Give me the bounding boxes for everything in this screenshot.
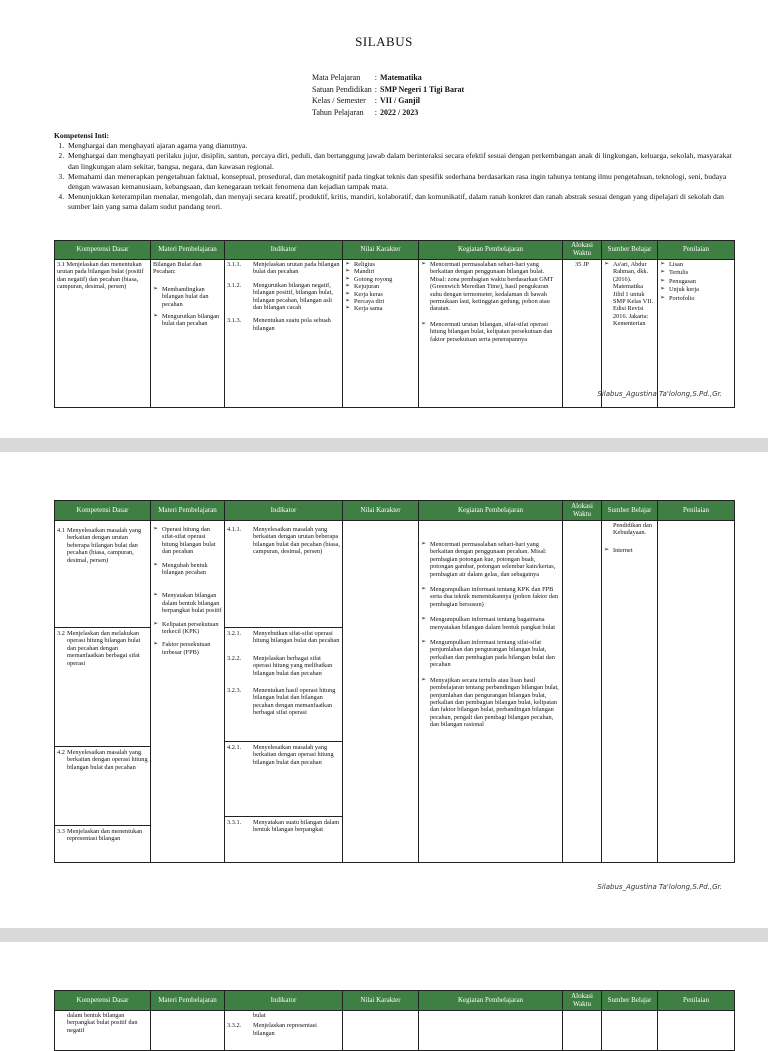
meta-value: VII / Ganjil [380, 96, 421, 105]
cell-indikator [225, 521, 343, 863]
list-item: ➢ Mengumpulkan informasi tentang KPK dan FPB serta dua teknik menentukannya (pohon faktor dan pembagian bersusun) [421, 586, 558, 608]
list-item: ➢ Faktor persekutuan terbesar (FPB) [153, 641, 211, 656]
header-penilaian: Penilaian [658, 991, 735, 1011]
cell-materi [151, 1011, 225, 1051]
meta-row: Mata Pelajaran : Matematika [312, 72, 467, 84]
header-materi: Materi Pembelajaran [151, 241, 225, 260]
indikator-item: 3.3.2. Menjelaskan representasi bilangan [227, 1022, 317, 1037]
header-nilai: Nilai Karakter [343, 241, 419, 260]
indikator-item: 4.1.1. Menyelesaikan masalah yang berkaitan dengan urutan beberapa bilangan bulat dan pecahan (biasa, campuran, desimal, persen) [225, 521, 342, 628]
list-item: ➢ Penugasan [660, 277, 696, 285]
list-item: ➢ Menyatakan bilangan dalam bentuk bilangan berpangkat bulat positif [153, 592, 222, 615]
meta-row: Kelas / Semester : VII / Ganjil [312, 95, 467, 107]
syllabus-meta [312, 72, 467, 118]
cell-kegiatan [419, 1011, 563, 1051]
ki-heading: Kompetensi Inti: [54, 131, 110, 140]
list-item: ➢ Internet [604, 546, 633, 554]
header-kegiatan: Kegiatan Pembelajaran [419, 991, 563, 1011]
cell-kegiatan [419, 521, 563, 863]
header-kegiatan: Kegiatan Pembelajaran [419, 241, 563, 260]
list-item: ➢ Kerja sama [345, 305, 383, 313]
header-indikator: Indikator [225, 501, 343, 521]
indikator-item: 3.2.2. Menjelaskan berbagai sifat operasi hitung yang melibatkan bilangan bulat dan pecahan [227, 654, 333, 677]
list-item: ➢ Operasi hitung dan sifat-sifat operasi hitung bilangan bulat dan pecahan [153, 526, 216, 556]
list-item: ➢ As'ari, Abdur Rahman, dkk. (2016). Matematika Jilid 1 untuk SMP Kelas VII. Edisi Revisi 2016. Jakarta: Kementerian [604, 261, 654, 328]
cell-kegiatan [419, 260, 563, 408]
cell-materi [151, 521, 225, 863]
ki-item: 4. Menunjukkan keterampilan menalar, mengolah, dan menyaji secara kreatif, produktif, kritis, mandiri, kolaboratif, dan komunikatif, dalam ranah konkret dan ranah abstrak sesuai dengan yang dipelajari di sekolah dan sumber lain yang sama dalam sudut pandang teori. [66, 192, 734, 212]
meta-label: Satuan Pendidikan [312, 84, 372, 94]
list-item: ➢ Unjuk kerja [660, 286, 699, 294]
list-item: ➢ Percaya diri [345, 298, 385, 306]
header-penilaian: Penilaian [658, 501, 735, 521]
indikator-item: 3.1.2. Mengurutkan bilangan negatif, bilangan positif, bilangan bulat, bilangan pecahan, bilangan asli dan bilangan cacah [227, 281, 333, 312]
list-item: ➢ Gotong royong [345, 275, 393, 283]
ki-item: 2. Menghargai dan menghayati perilaku jujur, disiplin, santun, percaya diri, peduli, dan bertanggung jawab dalam berinteraksi secara efektif sesuai dengan perkembangan anak di lingkungan, keluarga, sekolah, masyarakat dan lingkungan alam sekitar, bangsa, negara, dan kawasan regional. [66, 151, 734, 171]
list-item: ➢ Portofolio [660, 294, 695, 302]
list-item: ➢ Mengurutkan bilangan bulat dan pecahan [153, 313, 220, 328]
cell-alokasi [563, 1011, 602, 1051]
cell-nilai [343, 260, 419, 408]
page-3 [0, 942, 768, 1037]
sumber-intro: Pendidikan dan Kebudayaan. [613, 522, 652, 537]
page-separator [0, 928, 768, 942]
page-2 [0, 452, 768, 922]
kd-item: 3.2 Menjelaskan dan melakukan operasi hitung bilangan bulat dan pecahan dengan memanfaatkan berbagai sifat operasi [55, 628, 150, 747]
meta-label: Tahun Pelajaran [312, 107, 364, 117]
cell-kd [55, 521, 151, 863]
header-materi: Materi Pembelajaran [151, 501, 225, 521]
list-item: ➢ Membandingkan bilangan bulat dan pecahan [153, 285, 209, 308]
kompetensi-inti [54, 131, 734, 213]
list-item: ➢ Mengumpulkan informasi tentang sifat-sifat penjumlahan dan pengurangan bilangan bulat, perkalian dan pembagian pada bilangan bulat dan pecahan [421, 639, 555, 669]
list-item: ➢ Mencermati permasalahan sehari-hari yang berkaitan dengan penggunaan bilangan bulat. Misal: zona pembagian waktu berdasarkan GMT (Greenwich Meredian Time), hasil pengukuran suhu dengan termometer, kedalaman di bawah permukaan laut, ketinggian gedung, pohon atau daratan. [421, 261, 554, 313]
list-item: ➢ Mengubah bentuk bilangan pecahan [153, 561, 208, 577]
list-item: ➢ Tertulis [660, 269, 689, 277]
cell-kd: dalam bentuk bilangan berpangkat bulat positif dan negatif [55, 1011, 151, 1051]
cell-penilaian [658, 1011, 735, 1051]
meta-label: Kelas / Semester [312, 96, 366, 105]
indikator-item: 4.2.1. Menyelesaikan masalah yang berkaitan dengan operasi hitung bilangan bulat dan pecahan [225, 742, 342, 817]
cell-penilaian [658, 521, 735, 863]
list-item: ➢ Menyajikan secara tertulis atau lisan hasil pembelajaran tentang perbandingan bilangan bulat, penjumlahan dan pengurangan bilangan bulat, perkalian dan pembagian bilangan bulat, kelipatan dan faktor bilangan bulat, perbandingan bilangan pecahan, pengali dan pembagi bilangan pecahan, dan bilangan rasional [421, 676, 559, 729]
header-alokasi: Alokasi Waktu [563, 241, 602, 260]
header-indikator: Indikator [225, 991, 343, 1011]
list-item: ➢ Mandiri [345, 268, 375, 276]
cell-indikator [225, 1011, 343, 1051]
indikator-item: 3.3.1. Menyatakan suatu bilangan dalam bentuk bilangan berpangkat [227, 819, 340, 834]
header-penilaian: Penilaian [658, 241, 735, 260]
header-materi: Materi Pembelajaran [151, 991, 225, 1011]
header-nilai: Nilai Karakter [343, 991, 419, 1011]
meta-label: Mata Pelajaran [312, 73, 361, 82]
ki-item: 1. Menghargai dan menghayati ajaran agama yang dianutnya. [66, 141, 734, 151]
meta-row: Satuan Pendidikan : SMP Negeri 1 Tigi Barat [312, 84, 467, 96]
header-sumber: Sumber Belajar [602, 501, 658, 521]
header-kd: Kompetensi Dasar [55, 241, 151, 260]
header-kd: Kompetensi Dasar [55, 991, 151, 1011]
cell-sumber [602, 260, 658, 408]
list-item: ➢ Mencermati permasalahan sehari-hari yang berkaitan dengan penggunaan pecahan. Misal: pembagian potongan kue, potongan buah, potongan gambar, potongan selembar kain/kertas, pembagian air dalam gelas, dan sebagainya [421, 541, 556, 578]
header-sumber: Sumber Belajar [602, 991, 658, 1011]
indikator-item: 3.2.1. Menyebutkan sifat-sifat operasi hitung bilangan bulat dan pecahan [227, 630, 340, 645]
kd-item: 4.2 Menyelesaikan masalah yang berkaitan dengan operasi hitung bilangan bulat dan pecahan [55, 747, 150, 826]
list-item: ➢ Mencermati urutan bilangan, sifat-sifat operasi hitung bilangan bulat, kelipatan persekutuan dan faktor persekutuan serta penerapannya [421, 320, 553, 343]
header-alokasi: Alokasi Waktu [563, 991, 602, 1011]
cell-nilai [343, 521, 419, 863]
page-separator [0, 438, 768, 452]
cell-nilai [343, 1011, 419, 1051]
list-item: ➢ Mengumpulkan informasi tentang bagaimana menyatakan bilangan dalam bentuk pangkat bulat [421, 616, 556, 631]
meta-value: 2022 / 2023 [380, 107, 419, 117]
meta-value: SMP Negeri 1 Tigi Barat [380, 84, 465, 94]
syllabus-table-3 [54, 990, 735, 1051]
cell-sumber [602, 1011, 658, 1051]
kd-item: 4.1 Menyelesaikan masalah yang berkaitan dengan urutan beberapa bilangan bulat dan pecahan (biasa, campuran, desimal, persen) [55, 521, 150, 628]
cell-penilaian [658, 260, 735, 408]
cell-indikator [225, 260, 343, 408]
header-kegiatan: Kegiatan Pembelajaran [419, 501, 563, 521]
materi-intro: Bilangan Bulat dan Pecahan: [153, 261, 202, 276]
header-indikator: Indikator [225, 241, 343, 260]
list-item: ➢ Religius [345, 261, 375, 268]
indikator-item: 3.1.1. Menjelaskan urutan pada bilangan bulat dan pecahan [227, 261, 340, 276]
list-item: ➢ Kerja keras [345, 290, 383, 298]
header-kd: Kompetensi Dasar [55, 501, 151, 521]
indikator-item: bulat [253, 1012, 266, 1019]
ki-item: 3. Memahami dan menerapkan pengetahuan faktual, konseptual, prosedural, dan metakognitif pada tingkat teknis dan spesifik sederhana berdasarkan rasa ingin tahunya tentang ilmu pengetahuan, teknologi, seni, budaya dengan wawasan kemanusiaan, kebangsaan, dan kenegaraan terkait fenomena dan kejadian tampak mata. [66, 172, 734, 192]
page-1 [0, 0, 768, 420]
syllabus-table-1 [54, 240, 735, 408]
kd-item: 3.3 Menjelaskan dan menentukan representasi bilangan [57, 828, 143, 843]
cell-materi [151, 260, 225, 408]
meta-value: Matematika [380, 73, 422, 82]
header-nilai: Nilai Karakter [343, 501, 419, 521]
header-sumber: Sumber Belajar [602, 241, 658, 260]
list-item: ➢ Kelipatan persekutuan terkecil (KPK) [153, 620, 219, 636]
list-item: ➢ Kejujuran [345, 283, 380, 291]
cell-kd: 3.1 Menjelaskan dan menentukan urutan pada bilangan bulat (positif dan negatif) dan pecahan (biasa, campuran, desimal, persen) [55, 260, 151, 408]
indikator-item: 3.2.3. Menentukan hasil operasi hitung bilangan bulat dan bilangan pecahan dengan memanfaatkan berbagai sifat operasi [225, 685, 342, 742]
cell-sumber [602, 521, 658, 863]
header-alokasi: Alokasi Waktu [563, 501, 602, 521]
page-footer: Silabus_Agustina Ta'lolong,S.Pd.,Gr. [597, 883, 722, 891]
page-title: SILABUS [355, 34, 413, 49]
cell-alokasi [563, 521, 602, 863]
page-footer: Silabus_Agustina Ta'lolong,S.Pd.,Gr. [597, 390, 722, 398]
syllabus-table-2 [54, 500, 735, 863]
list-item: ➢ Lisan [660, 261, 683, 268]
cell-alokasi: 35 JP [563, 260, 602, 408]
meta-row: Tahun Pelajaran : 2022 / 2023 [312, 107, 467, 119]
indikator-item: 3.1.3. Menentukan suatu pola sebuah bilangan [227, 317, 331, 332]
